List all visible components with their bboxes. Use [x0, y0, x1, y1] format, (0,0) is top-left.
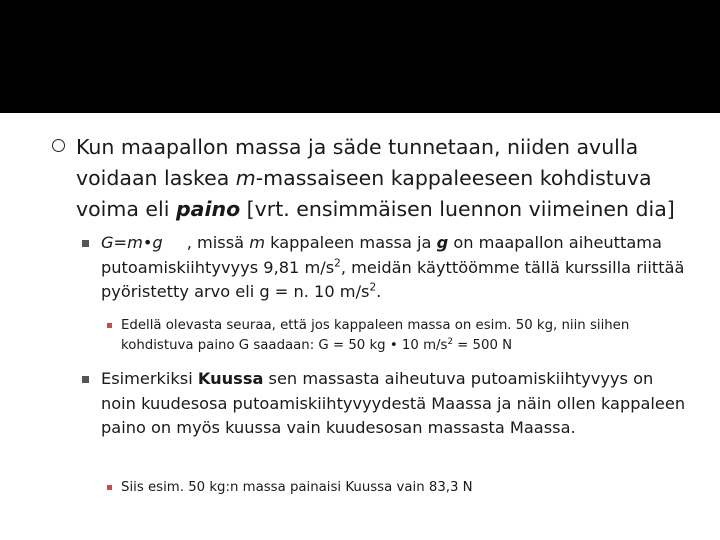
text-segment: , meidän käyttöömme tällä kurssilla riittää pyöristetty arvo eli g = n. 10 m/s — [101, 257, 685, 301]
red-square-bullet-icon — [107, 323, 112, 328]
bold-kuussa: Kuussa — [197, 369, 264, 388]
formula-paragraph — [101, 231, 691, 305]
italic-m: m — [249, 233, 265, 252]
moon-example-paragraph — [121, 478, 691, 498]
hollow-circle-bullet-icon — [52, 139, 65, 152]
main-paragraph — [76, 132, 696, 225]
text-segment: -massaiseen kappaleeseen kohdistuva voima eli — [76, 166, 652, 221]
bold-italic-paino: paino — [175, 197, 241, 221]
text-segment: kappaleen massa ja — [264, 233, 437, 252]
weight-formula: G=m•g — [101, 233, 163, 252]
text-segment: . — [376, 282, 382, 301]
text-segment: sen massasta aiheutuva putoamiskiihtyvyys on noin kuudesosa putoamiskiihtyvyydestä Maassa ja näin ollen kappaleen paino on myös kuussa vain kuudesosan massasta Maassa. — [101, 369, 686, 437]
text-segment: Esimerkiksi — [101, 369, 198, 388]
text-segment: Kun maapallon massa ja säde tunnetaan, niiden avulla voidaan laskea — [76, 135, 639, 190]
moon-paragraph — [101, 367, 691, 441]
bold-italic-g: g — [436, 233, 449, 252]
superscript: 2 — [369, 281, 377, 294]
italic-m: m — [235, 166, 256, 190]
red-square-bullet-icon — [107, 485, 112, 490]
text-segment: Siis esim. 50 kg:n massa painaisi Kuussa vain 83,3 N — [121, 480, 473, 495]
square-bullet-icon — [82, 376, 89, 383]
text-segment: [vrt. ensimmäisen luennon viimeinen dia] — [240, 197, 675, 221]
text-segment: , missä — [186, 233, 250, 252]
square-bullet-icon — [82, 240, 89, 247]
text-segment: = 500 N — [452, 338, 513, 353]
superscript: 2 — [334, 257, 341, 270]
text-segment: on maapallon aiheuttama putoamiskiihtyvyys 9,81 m/s — [101, 233, 662, 277]
superscript: 2 — [447, 336, 453, 347]
text-segment: Edellä olevasta seuraa, että jos kappaleen massa on esim. 50 kg, niin siihen kohdistuva paino G saadaan: G = 50 kg • 10 m/s — [121, 318, 630, 353]
example-paragraph — [121, 316, 691, 356]
